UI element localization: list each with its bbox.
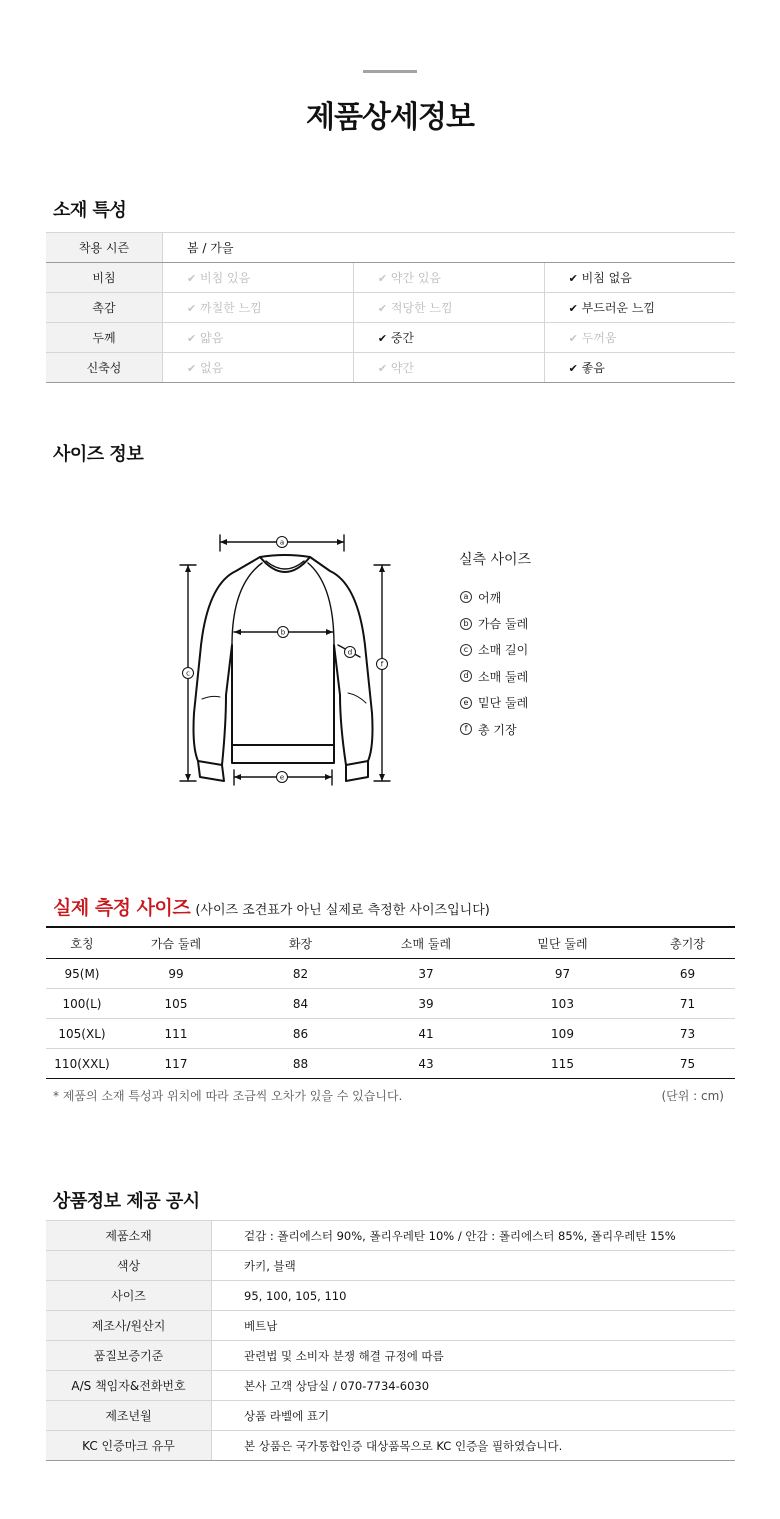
measure-cell: 37 xyxy=(367,959,485,989)
check-icon: ✔ xyxy=(187,362,197,375)
measure-cell: 71 xyxy=(640,989,735,1019)
legend-item xyxy=(460,663,528,689)
measure-cell: 111 xyxy=(118,1019,234,1049)
measure-title: 실제 측정 사이즈 xyxy=(53,897,191,919)
season-label: 착용 시즌 xyxy=(46,233,163,263)
svg-text:a: a xyxy=(279,538,285,547)
material-option-label: 약간 xyxy=(390,361,415,375)
product-info-label: 제품소재 xyxy=(46,1221,212,1251)
product-info-row xyxy=(46,1281,735,1311)
material-option xyxy=(353,263,544,293)
material-row xyxy=(46,353,735,383)
measure-cell: 86 xyxy=(234,1019,367,1049)
measure-table xyxy=(46,926,735,1079)
check-icon: ✔ xyxy=(568,272,578,285)
material-option-label: 없음 xyxy=(200,361,224,375)
material-option xyxy=(163,293,354,323)
measure-cell: 73 xyxy=(640,1019,735,1049)
product-info-value: 겉감 : 폴리에스터 90%, 폴리우레탄 10% / 안감 : 폴리에스터 85%, 폴리우레탄 15% xyxy=(212,1221,736,1251)
product-info-row xyxy=(46,1431,735,1461)
product-info-value: 본 상품은 국가통합인증 대상품목으로 KC 인증을 필하였습니다. xyxy=(212,1431,736,1461)
product-info-value: 베트남 xyxy=(212,1311,736,1341)
check-icon: ✔ xyxy=(377,362,388,375)
material-option xyxy=(163,353,354,383)
measure-cell: 105(XL) xyxy=(46,1019,118,1049)
material-option xyxy=(544,323,735,353)
svg-text:b: b xyxy=(280,628,286,637)
check-icon: ✔ xyxy=(377,332,388,345)
material-option xyxy=(163,323,354,353)
material-option-label: 적당한 느낌 xyxy=(390,301,453,315)
measure-cell: 105 xyxy=(118,989,234,1019)
legend-label: 소매 길이 xyxy=(478,643,529,658)
svg-text:e: e xyxy=(279,773,285,782)
product-info-row xyxy=(46,1371,735,1401)
material-row xyxy=(46,263,735,293)
product-info-value: 본사 고객 상담실 / 070-7734-6030 xyxy=(212,1371,736,1401)
material-row-label: 촉감 xyxy=(46,293,163,323)
page-title: 제품상세정보 xyxy=(306,100,474,135)
product-info-row xyxy=(46,1251,735,1281)
legend-item xyxy=(460,637,528,663)
material-option-selected xyxy=(544,293,735,323)
legend-title: 실측 사이즈 xyxy=(459,552,532,568)
measure-cell: 117 xyxy=(118,1049,234,1079)
material-option-label: 비침 없음 xyxy=(581,271,632,285)
svg-text:c: c xyxy=(186,669,190,678)
product-info-title: 상품정보 제공 공시 xyxy=(53,1191,200,1212)
measure-header: 호칭 xyxy=(46,927,118,959)
measure-cell: 110(XXL) xyxy=(46,1049,118,1079)
check-icon: ✔ xyxy=(187,332,197,345)
product-info-label: A/S 책임자&전화번호 xyxy=(46,1371,212,1401)
legend-mark: b xyxy=(460,618,472,630)
measure-row xyxy=(46,1019,735,1049)
measure-cell: 69 xyxy=(640,959,735,989)
legend-mark: c xyxy=(460,644,472,656)
measure-cell: 88 xyxy=(234,1049,367,1079)
material-row xyxy=(46,323,735,353)
product-info-value: 95, 100, 105, 110 xyxy=(212,1281,736,1311)
product-info-label: 색상 xyxy=(46,1251,212,1281)
measure-header: 총기장 xyxy=(640,927,735,959)
material-option-label: 약간 있음 xyxy=(390,271,442,285)
product-info-row xyxy=(46,1401,735,1431)
material-option-selected xyxy=(544,353,735,383)
measure-cell: 39 xyxy=(367,989,485,1019)
legend-item xyxy=(460,610,528,636)
legend-label: 총 기장 xyxy=(478,722,517,737)
product-info-row xyxy=(46,1311,735,1341)
material-option-label: 중간 xyxy=(390,331,415,345)
svg-text:f: f xyxy=(380,660,384,669)
material-option xyxy=(163,263,354,293)
measure-cell: 109 xyxy=(485,1019,640,1049)
product-info-label: 품질보증기준 xyxy=(46,1341,212,1371)
legend-mark: f xyxy=(460,723,472,735)
material-row-label: 두께 xyxy=(46,323,163,353)
material-row-label: 비침 xyxy=(46,263,163,293)
check-icon: ✔ xyxy=(568,302,578,315)
material-option-label: 두꺼움 xyxy=(581,331,617,345)
measure-cell: 82 xyxy=(234,959,367,989)
legend-item xyxy=(460,690,528,716)
legend-mark: d xyxy=(460,670,472,682)
material-table xyxy=(46,232,735,383)
product-info-label: 제조사/원산지 xyxy=(46,1311,212,1341)
measure-header: 소매 둘레 xyxy=(367,927,485,959)
check-icon: ✔ xyxy=(187,272,197,285)
measure-cell: 97 xyxy=(485,959,640,989)
measure-cell: 100(L) xyxy=(46,989,118,1019)
check-icon: ✔ xyxy=(187,302,197,315)
measure-note: * 제품의 소재 특성과 위치에 따라 조금씩 오차가 있을 수 있습니다. xyxy=(53,1089,403,1103)
measure-cell: 43 xyxy=(367,1049,485,1079)
legend-label: 어깨 xyxy=(478,590,502,605)
material-section-title: 소재 특성 xyxy=(53,200,127,221)
measure-cell: 99 xyxy=(118,959,234,989)
measure-cell: 75 xyxy=(640,1049,735,1079)
measure-subtitle: (사이즈 조견표가 아닌 실제로 측정한 사이즈입니다) xyxy=(195,903,490,918)
measure-row xyxy=(46,989,735,1019)
measure-row xyxy=(46,959,735,989)
sweater-diagram xyxy=(170,525,400,800)
product-info-table xyxy=(46,1220,735,1461)
legend-label: 가슴 둘레 xyxy=(478,617,529,632)
measure-header: 화장 xyxy=(234,927,367,959)
product-info-value: 관련법 및 소비자 분쟁 해결 규정에 따름 xyxy=(212,1341,736,1371)
material-option xyxy=(353,293,544,323)
product-info-row xyxy=(46,1341,735,1371)
product-info-value: 상품 라벨에 표기 xyxy=(212,1401,736,1431)
check-icon: ✔ xyxy=(377,302,388,315)
material-option xyxy=(353,353,544,383)
material-option-label: 까칠한 느낌 xyxy=(200,301,262,315)
material-option-label: 부드러운 느낌 xyxy=(581,301,656,315)
measure-cell: 115 xyxy=(485,1049,640,1079)
title-divider xyxy=(363,70,417,73)
measure-heading xyxy=(53,893,490,920)
measure-cell: 103 xyxy=(485,989,640,1019)
legend-mark: a xyxy=(460,591,472,603)
season-row xyxy=(46,233,735,263)
material-row xyxy=(46,293,735,323)
measure-row xyxy=(46,1049,735,1079)
material-option-selected xyxy=(353,323,544,353)
material-option-label: 얇음 xyxy=(200,331,224,345)
size-section-title: 사이즈 정보 xyxy=(53,444,144,465)
check-icon: ✔ xyxy=(568,332,578,345)
measure-cell: 41 xyxy=(367,1019,485,1049)
material-option-selected xyxy=(544,263,735,293)
svg-text:d: d xyxy=(347,648,353,657)
material-row-label: 신축성 xyxy=(46,353,163,383)
product-info-label: 사이즈 xyxy=(46,1281,212,1311)
measure-unit: (단위 : cm) xyxy=(661,1089,724,1103)
material-option-label: 비침 있음 xyxy=(200,271,251,285)
measure-header: 밑단 둘레 xyxy=(485,927,640,959)
legend-item xyxy=(460,716,528,742)
product-info-value: 카키, 블랙 xyxy=(212,1251,736,1281)
check-icon: ✔ xyxy=(377,272,388,285)
legend-mark: e xyxy=(460,697,472,709)
measure-cell: 95(M) xyxy=(46,959,118,989)
measure-cell: 84 xyxy=(234,989,367,1019)
legend-label: 소매 둘레 xyxy=(478,669,529,684)
product-info-label: KC 인증마크 유무 xyxy=(46,1431,212,1461)
legend-item xyxy=(460,584,528,610)
check-icon: ✔ xyxy=(568,362,578,375)
season-value: 봄 / 가을 xyxy=(163,233,736,263)
product-info-label: 제조년월 xyxy=(46,1401,212,1431)
product-info-row xyxy=(46,1221,735,1251)
measure-header: 가슴 둘레 xyxy=(118,927,234,959)
legend-label: 밑단 둘레 xyxy=(478,696,529,711)
measure-header-row xyxy=(46,927,735,959)
material-option-label: 좋음 xyxy=(581,361,605,375)
size-legend xyxy=(460,584,528,742)
